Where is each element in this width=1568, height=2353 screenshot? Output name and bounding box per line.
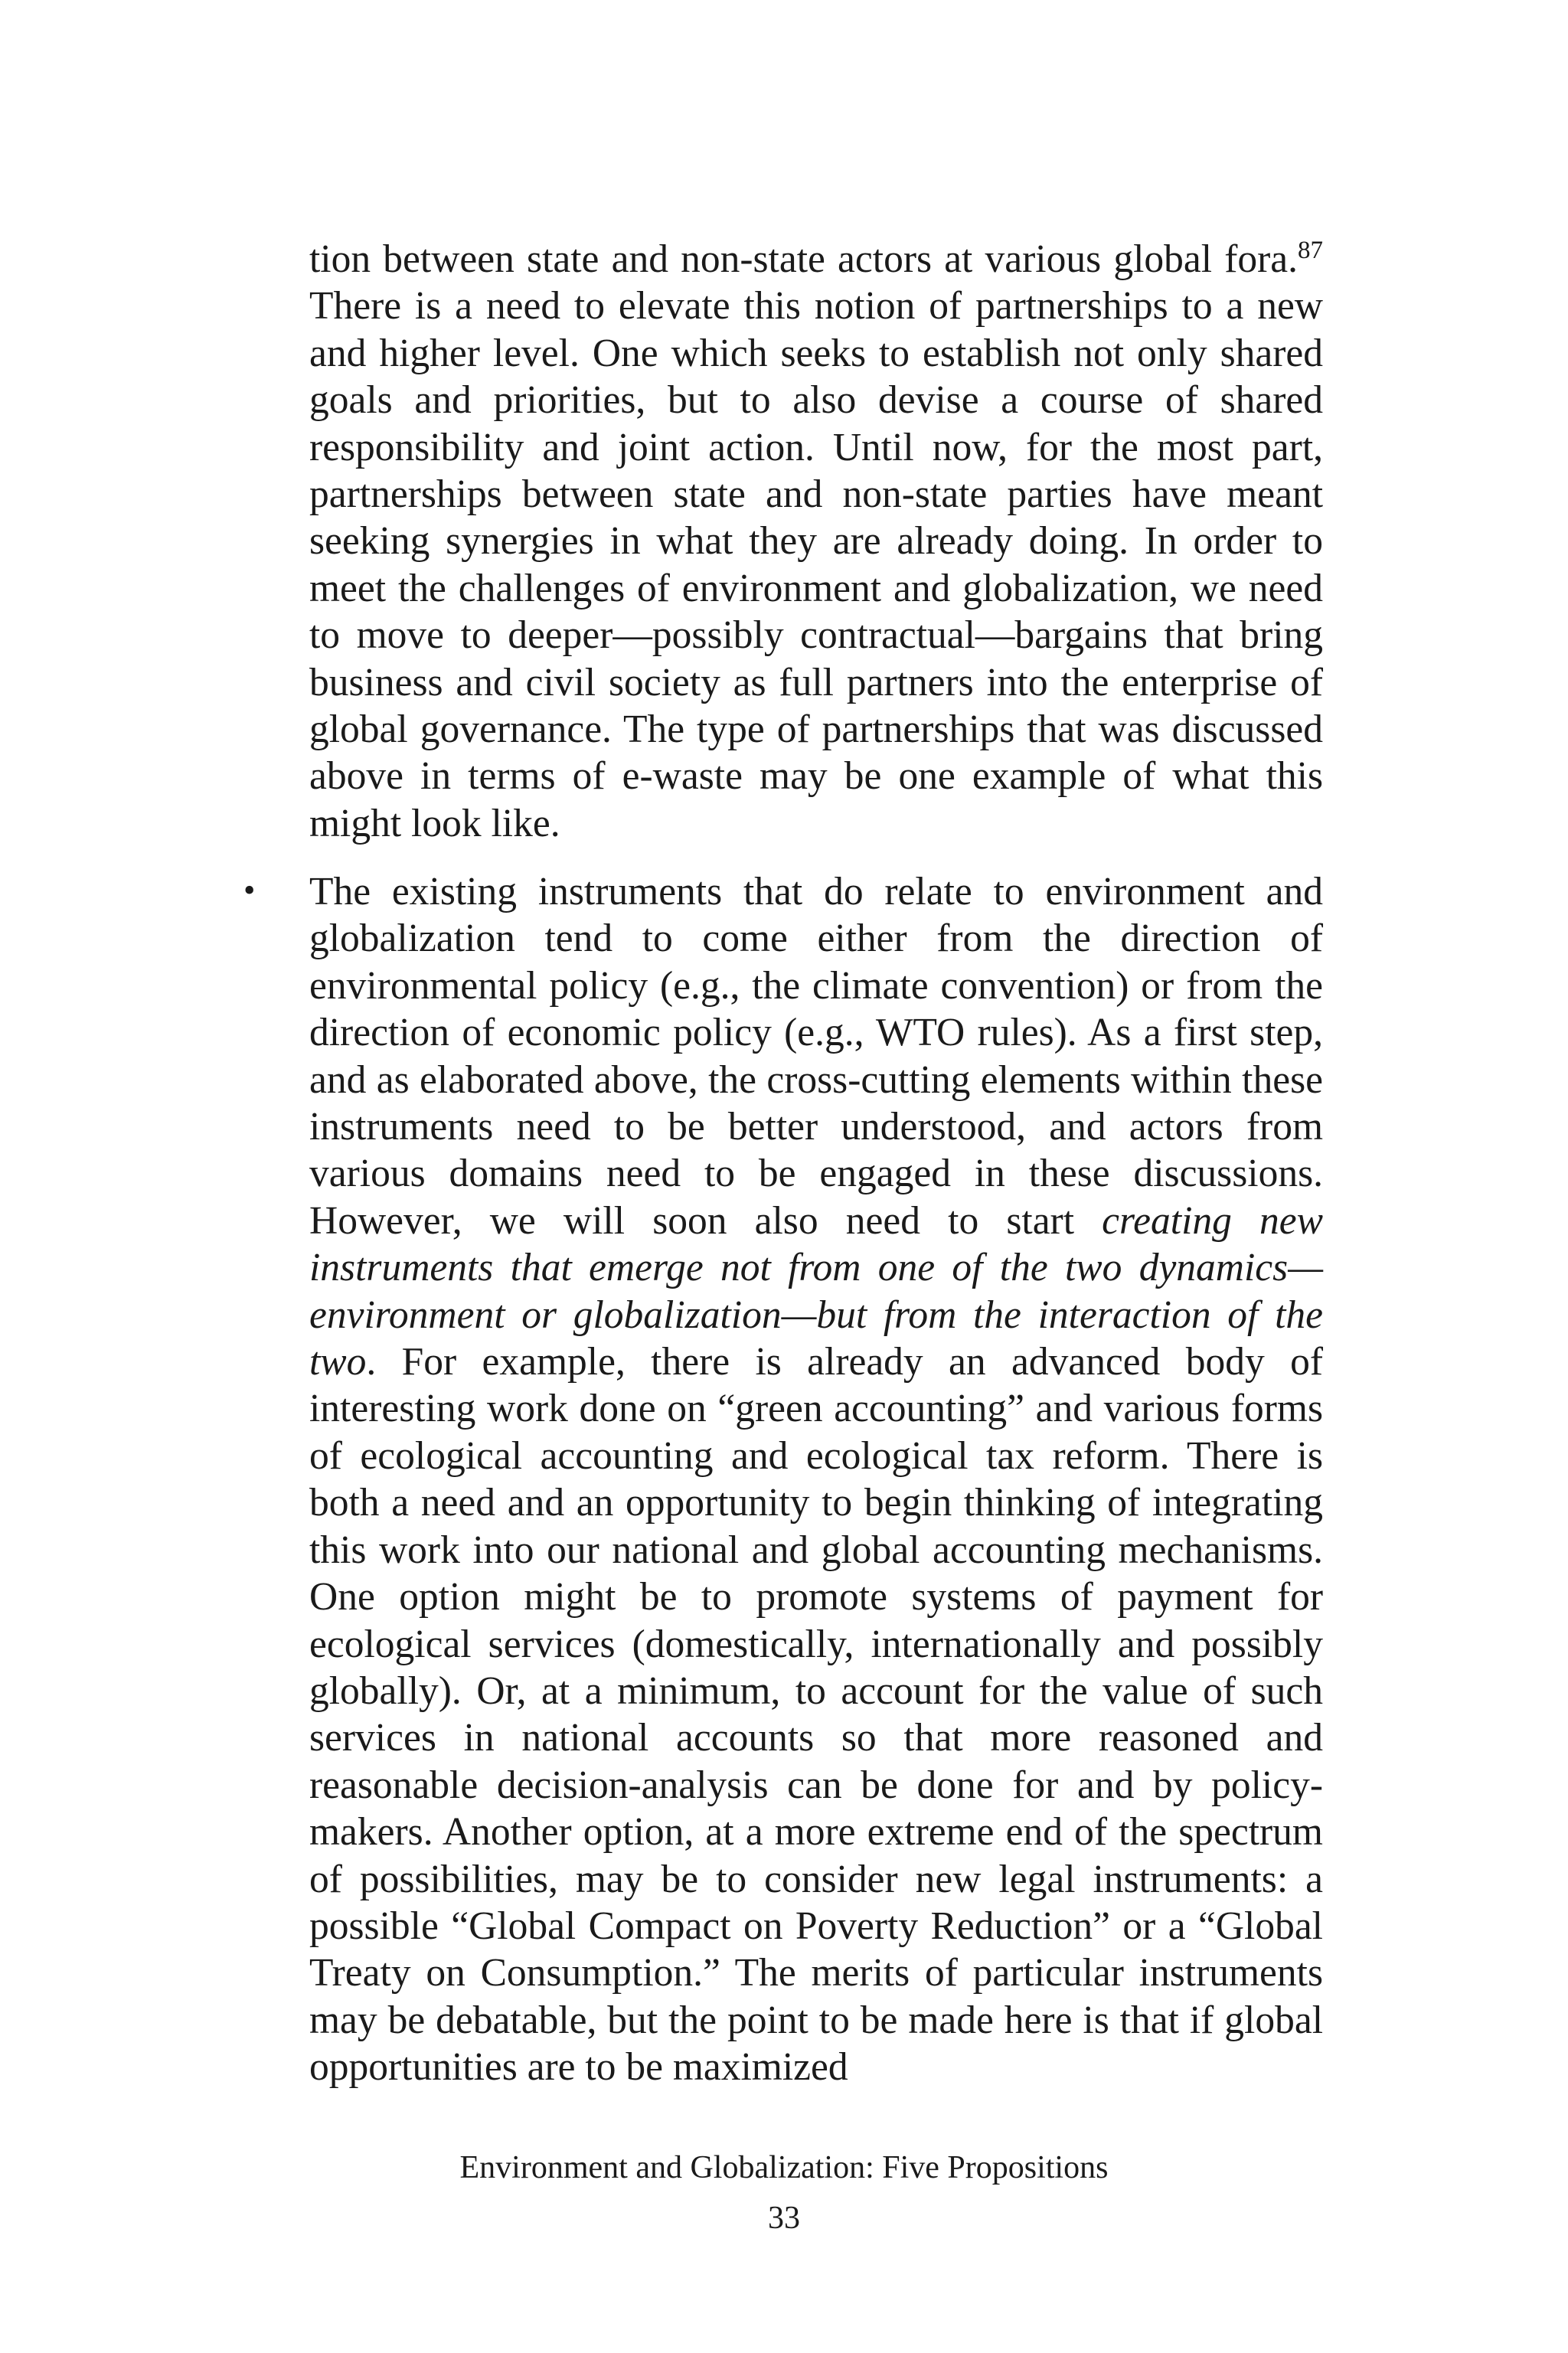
body-paragraph-partnerships [309,236,1323,847]
paragraph-text-continued: There is a need to elevate this notion of partnerships to a new and higher level. One which seeks to establish not only shared goals and priorities, but to also devise a course of shared responsibility and joint action. Until now, for the most part, partnerships between state and non-state parties have meant seeking synergies in what they are already doing. In order to meet the challenges of environment and globalization, we need to move to deeper—possibly contractual—bargains that bring business and civil society as full partners into the enterprise of global governance. The type of partnerships that was discussed above in terms of e-waste may be one example of what this might look like. [309,284,1323,845]
bullet-point-icon: • [243,871,256,909]
paragraph-text-start: tion between state and non-state actors at various global fora. [309,237,1298,281]
footnote-marker: 87 [1298,236,1323,264]
bullet-text-start: The existing instruments that do relate to environment and globalization tend to come either from the direction of environmental policy (e.g., the climate convention) or from the direction of economic policy (e.g., WTO rules). As a first step, and as elaborated above, the cross-cutting elements within these instruments need to be better understood, and actors from various domains need to be engaged in these discussions. However, we will soon also need to start [309,870,1323,1243]
running-footer-title: Environment and Globalization: Five Propositions [459,2150,1109,2185]
bullet-paragraph-instruments [309,868,1323,2091]
bullet-text-continued: . For example, there is already an advanced body of interesting work done on “green accounting” and various forms of ecological accounting and ecological tax reform. There is both a need and an opportunity to begin thinking of integrating this work into our national and global accounting mechanisms. One option might be to promote systems of payment for ecological services (domestically, internationally and possibly globally). Or, at a minimum, to account for the value of such services in national accounts so that more reasoned and reasonable decision-analysis can be done for and by policy-makers. Another option, at a more extreme end of the spectrum of possibilities, may be to consider new legal instruments: a possible “Global Compact on Poverty Reduction” or a “Global Treaty on Consumption.” The merits of particular instruments may be debatable, but the point to be made here is that if global opportunities are to be maximized [309,1340,1323,2090]
page-number: 33 [768,2201,800,2236]
bullet-italic-emphasis: creating new instruments that emerge not from one of the two dynamics—environment or globalization—but from the interaction of the two [309,1198,1323,1384]
